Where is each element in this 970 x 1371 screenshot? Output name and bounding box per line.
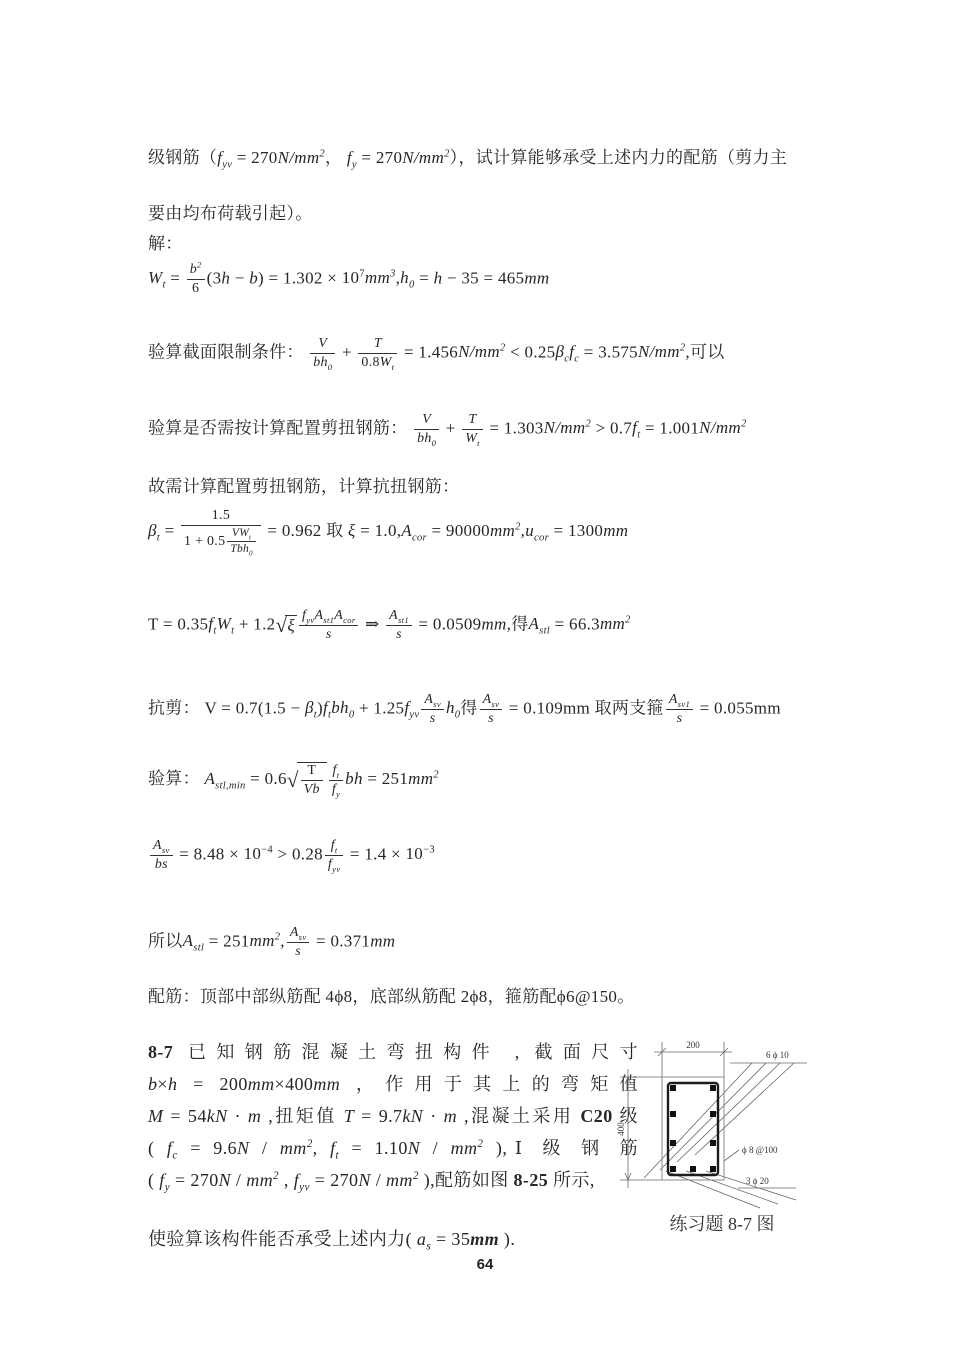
stirrup-outline — [668, 1083, 718, 1175]
leader-line — [644, 1063, 752, 1178]
formula-wt: $W_t$ = $\frac{b^2}{6}$ $(3h - b) = 1.302 \times 10^7mm^3,h_0 = h - 35 = 465mm$ — [148, 259, 550, 297]
formula-asv-ratio: $\frac{A_{sv}}{bs}$ = $8.48 \times 10^{-4} > 0.28$ $\frac{f_t}{f_{yv}}$ = $1.4 \times 10^{-3}$ — [148, 838, 435, 873]
text-rebar-summary: 配筋：顶部中部纵筋配 4ϕ8，底部纵筋配 2ϕ8，箍筋配ϕ6@150。 — [148, 987, 635, 1006]
problem-line-1: 8-7 已知钢筋混凝土弯扭构件 , 截面尺寸 — [148, 1042, 638, 1062]
rebar-dot — [670, 1166, 676, 1172]
rebar-dot — [710, 1111, 716, 1117]
formula-torsion: $T = 0.35f_tW_t + 1.2√\xi$ $\frac{f_{yv}A_{st1}A_{cor}}{s}$ ⇒ $\frac{A_{st1}}{s}$ = 0.0509mm,得$A_{stl} = 66.3mm^2$ — [148, 608, 631, 643]
section-outline — [662, 1077, 724, 1180]
dim-height-label: 400 — [616, 1122, 626, 1136]
formula-beta-t: $\beta_t$ = 1.5 1 + 0.5 $\frac{VW_t}{Tbh_0}$ = 0.962 取 $\xi = 1.0,A_{cor} = 90000mm^2,u_{cor} = 1300mm$ — [148, 508, 629, 558]
problem-line-2: b×h = 200mm×400mm ，作用于其上的弯矩值 — [148, 1074, 638, 1094]
rebar-dot — [710, 1166, 716, 1172]
formula-result: 所以$A_{stl} = 251mm^2$, $\frac{A_{sv}}{s}$ = 0.371mm — [148, 925, 396, 960]
section-drawing — [600, 1022, 890, 1242]
rebar-dot — [690, 1166, 696, 1172]
solution-label: 解： — [148, 234, 183, 253]
problem-line-6: 使验算该构件能否承受上述内力( $a_s = 35mm$ ). — [148, 1229, 516, 1253]
problem-line-4: ( $f_c = 9.6N / mm^2$, $f_t = 1.10N / mm^2$ ),Ⅰ 级 钢 筋 — [148, 1138, 639, 1162]
rebar-dot — [710, 1140, 716, 1146]
figure-caption: 练习题 8-7 图 — [669, 1214, 775, 1234]
formula-shear: 抗剪： $V = 0.7(1.5 - \beta_t)f_tbh_0 + 1.25f_{yv}$ $\frac{A_{sv}}{s}$ $h_0$得 $\frac{A_{sv}}{s}$ = 0.109mm 取两支箍 $\frac{A_{sv1}}{s}$ = 0.055mm — [148, 692, 781, 727]
formula-need-check: 验算是否需按计算配置剪扭钢筋： $\frac{V}{bh_0}$ + $\frac{T}{W_t}$ = $1.303N/mm^2 > 0.7f_t = 1.001N/mm^2$ — [148, 412, 747, 448]
formula-section-limit: 验算截面限制条件： $\frac{V}{bh_0}$ + $\frac{T}{0.8W_t}$ = $1.456N/mm^2 < 0.25\beta_cf_c = 3.575N/mm^2$,可以 — [148, 336, 725, 372]
dim-width-label: 200 — [686, 1040, 700, 1050]
figure-8-7 — [600, 1022, 890, 1242]
formula-astl-min: 验算： $A_{stl,min} = 0.6√$ $\frac{T}{Vb}$ $\frac{f_t}{f_y}$ bh = $251mm^2$ — [148, 762, 439, 799]
intro-line-2: 要由均布荷载引起）。 — [148, 204, 313, 223]
bottom-bars-label: 3 ϕ 20 — [746, 1176, 769, 1186]
leader-line — [724, 1150, 739, 1161]
rebar-dot — [670, 1085, 676, 1091]
problem-line-3: M = 54kN · m ,扭矩值 T = 9.7kN · m ,混凝土采用 C20 级 — [148, 1106, 638, 1126]
text-hence: 故需计算配置剪扭钢筋，计算抗扭钢筋： — [148, 477, 460, 496]
intro-line-1: 级钢筋（$f_{yv} = 270N/mm^2$， $f_y = 270N/mm^2$），试计算能够承受上述内力的配筋（剪力主 — [148, 148, 788, 171]
rebar-dot — [710, 1085, 716, 1091]
rebar-dot — [670, 1111, 676, 1117]
rebar-group — [670, 1085, 716, 1172]
top-bars-label: 6 ϕ 10 — [766, 1050, 789, 1060]
problem-line-5: ( $f_y = 270N / mm^2$ , $f_{yv} = 270N / mm^2$ ),配筋如图 8-25 所示, — [148, 1170, 595, 1194]
rebar-dot — [670, 1140, 676, 1146]
page-number: 64 — [476, 1256, 494, 1273]
stirrup-label: ϕ 8 @100 — [742, 1145, 778, 1155]
